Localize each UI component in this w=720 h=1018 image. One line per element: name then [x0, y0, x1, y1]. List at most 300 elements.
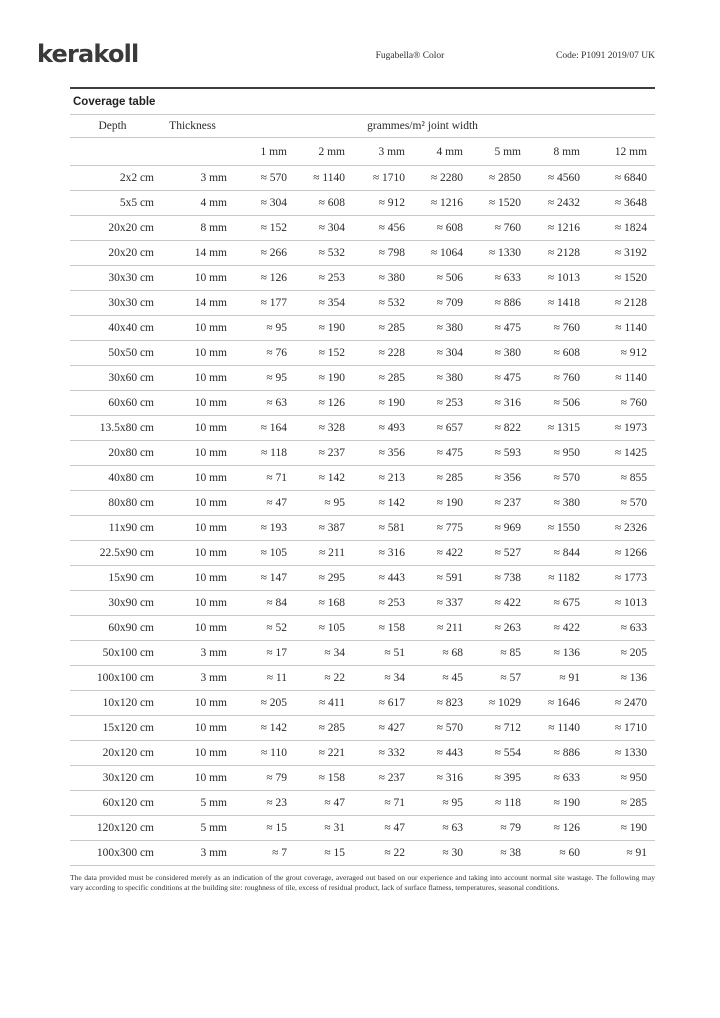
table-row [70, 516, 655, 541]
coverage-value-cell: ≈ 34 [347, 666, 407, 691]
coverage-value-cell: ≈ 591 [407, 566, 465, 591]
coverage-value-cell: ≈ 912 [582, 341, 655, 366]
coverage-value-cell: ≈ 1520 [465, 191, 523, 216]
depth-cell: 13.5x80 cm [70, 416, 155, 441]
table-title: Coverage table [70, 87, 655, 115]
depth-cell: 20x20 cm [70, 216, 155, 241]
joint-width-header: 1 mm [230, 138, 289, 166]
depth-cell: 40x40 cm [70, 316, 155, 341]
coverage-value-cell: ≈ 221 [289, 741, 347, 766]
table-row [70, 616, 655, 641]
thickness-cell: 10 mm [155, 591, 230, 616]
coverage-value-cell: ≈ 493 [347, 416, 407, 441]
coverage-value-cell: ≈ 1266 [582, 541, 655, 566]
coverage-value-cell: ≈ 3192 [582, 241, 655, 266]
coverage-value-cell: ≈ 2128 [582, 291, 655, 316]
coverage-value-cell: ≈ 356 [347, 441, 407, 466]
thickness-cell: 4 mm [155, 191, 230, 216]
thickness-cell: 10 mm [155, 491, 230, 516]
empty-header-cell [70, 138, 155, 166]
coverage-value-cell: ≈ 822 [465, 416, 523, 441]
coverage-value-cell: ≈ 190 [347, 391, 407, 416]
coverage-value-cell: ≈ 71 [230, 466, 289, 491]
document-code: Code: P1091 2019/07 UK [556, 51, 655, 61]
coverage-value-cell: ≈ 63 [230, 391, 289, 416]
coverage-value-cell: ≈ 1710 [347, 166, 407, 191]
table-row [70, 166, 655, 191]
coverage-value-cell: ≈ 1013 [582, 591, 655, 616]
coverage-value-cell: ≈ 1140 [523, 716, 582, 741]
coverage-value-cell: ≈ 411 [289, 691, 347, 716]
coverage-value-cell: ≈ 886 [523, 741, 582, 766]
table-row [70, 591, 655, 616]
coverage-value-cell: ≈ 118 [230, 441, 289, 466]
table-row [70, 191, 655, 216]
depth-cell: 50x50 cm [70, 341, 155, 366]
coverage-value-cell: ≈ 760 [582, 391, 655, 416]
coverage-value-cell: ≈ 1330 [582, 741, 655, 766]
coverage-value-cell: ≈ 2470 [582, 691, 655, 716]
coverage-value-cell: ≈ 15 [230, 816, 289, 841]
coverage-value-cell: ≈ 84 [230, 591, 289, 616]
coverage-value-cell: ≈ 1973 [582, 416, 655, 441]
thickness-cell: 5 mm [155, 816, 230, 841]
coverage-value-cell: ≈ 147 [230, 566, 289, 591]
thickness-cell: 10 mm [155, 616, 230, 641]
coverage-value-cell: ≈ 1550 [523, 516, 582, 541]
thickness-cell: 10 mm [155, 541, 230, 566]
coverage-value-cell: ≈ 1140 [289, 166, 347, 191]
coverage-value-cell: ≈ 332 [347, 741, 407, 766]
coverage-value-cell: ≈ 45 [407, 666, 465, 691]
depth-cell: 2x2 cm [70, 166, 155, 191]
coverage-value-cell: ≈ 3648 [582, 191, 655, 216]
coverage-value-cell: ≈ 1330 [465, 241, 523, 266]
coverage-value-cell: ≈ 17 [230, 641, 289, 666]
coverage-value-cell: ≈ 110 [230, 741, 289, 766]
coverage-value-cell: ≈ 79 [230, 766, 289, 791]
coverage-value-cell: ≈ 237 [289, 441, 347, 466]
coverage-value-cell: ≈ 118 [465, 791, 523, 816]
coverage-value-cell: ≈ 2850 [465, 166, 523, 191]
joint-width-header: 8 mm [523, 138, 582, 166]
table-row [70, 766, 655, 791]
coverage-value-cell: ≈ 633 [582, 616, 655, 641]
coverage-value-cell: ≈ 34 [289, 641, 347, 666]
joint-width-group-header: grammes/m² joint width [230, 115, 655, 138]
depth-cell: 15x90 cm [70, 566, 155, 591]
coverage-table-head [70, 115, 655, 166]
coverage-value-cell: ≈ 475 [407, 441, 465, 466]
coverage-value-cell: ≈ 6840 [582, 166, 655, 191]
table-row [70, 716, 655, 741]
coverage-value-cell: ≈ 570 [523, 466, 582, 491]
coverage-value-cell: ≈ 126 [523, 816, 582, 841]
thickness-cell: 3 mm [155, 166, 230, 191]
depth-cell: 20x80 cm [70, 441, 155, 466]
coverage-value-cell: ≈ 760 [523, 316, 582, 341]
coverage-value-cell: ≈ 193 [230, 516, 289, 541]
coverage-table [70, 115, 655, 866]
table-row [70, 466, 655, 491]
coverage-value-cell: ≈ 237 [347, 766, 407, 791]
coverage-value-cell: ≈ 1140 [582, 316, 655, 341]
joint-width-header: 2 mm [289, 138, 347, 166]
thickness-cell: 10 mm [155, 416, 230, 441]
coverage-value-cell: ≈ 823 [407, 691, 465, 716]
thickness-cell: 10 mm [155, 691, 230, 716]
coverage-value-cell: ≈ 190 [523, 791, 582, 816]
coverage-value-cell: ≈ 237 [465, 491, 523, 516]
coverage-value-cell: ≈ 158 [289, 766, 347, 791]
depth-cell: 120x120 cm [70, 816, 155, 841]
coverage-value-cell: ≈ 2326 [582, 516, 655, 541]
coverage-value-cell: ≈ 253 [289, 266, 347, 291]
coverage-value-cell: ≈ 633 [523, 766, 582, 791]
coverage-value-cell: ≈ 190 [582, 816, 655, 841]
coverage-value-cell: ≈ 675 [523, 591, 582, 616]
coverage-value-cell: ≈ 617 [347, 691, 407, 716]
coverage-value-cell: ≈ 47 [289, 791, 347, 816]
coverage-value-cell: ≈ 387 [289, 516, 347, 541]
table-row [70, 291, 655, 316]
coverage-value-cell: ≈ 712 [465, 716, 523, 741]
coverage-value-cell: ≈ 1520 [582, 266, 655, 291]
coverage-value-cell: ≈ 316 [465, 391, 523, 416]
thickness-cell: 10 mm [155, 441, 230, 466]
coverage-value-cell: ≈ 2128 [523, 241, 582, 266]
kerakoll-logo: kerakoll [37, 40, 139, 68]
coverage-value-cell: ≈ 164 [230, 416, 289, 441]
coverage-value-cell: ≈ 22 [347, 841, 407, 866]
coverage-value-cell: ≈ 295 [289, 566, 347, 591]
coverage-value-cell: ≈ 76 [230, 341, 289, 366]
table-row [70, 841, 655, 866]
header-row-widths [70, 138, 655, 166]
depth-cell: 50x100 cm [70, 641, 155, 666]
coverage-value-cell: ≈ 15 [289, 841, 347, 866]
coverage-value-cell: ≈ 328 [289, 416, 347, 441]
coverage-value-cell: ≈ 380 [407, 316, 465, 341]
depth-cell: 30x120 cm [70, 766, 155, 791]
coverage-value-cell: ≈ 608 [523, 341, 582, 366]
coverage-value-cell: ≈ 1140 [582, 366, 655, 391]
coverage-value-cell: ≈ 253 [347, 591, 407, 616]
thickness-cell: 5 mm [155, 791, 230, 816]
table-row [70, 691, 655, 716]
coverage-value-cell: ≈ 775 [407, 516, 465, 541]
table-row [70, 341, 655, 366]
coverage-value-cell: ≈ 554 [465, 741, 523, 766]
coverage-value-cell: ≈ 912 [347, 191, 407, 216]
coverage-value-cell: ≈ 142 [347, 491, 407, 516]
coverage-value-cell: ≈ 304 [407, 341, 465, 366]
coverage-value-cell: ≈ 886 [465, 291, 523, 316]
coverage-value-cell: ≈ 52 [230, 616, 289, 641]
depth-cell: 20x20 cm [70, 241, 155, 266]
coverage-value-cell: ≈ 95 [289, 491, 347, 516]
coverage-value-cell: ≈ 142 [230, 716, 289, 741]
coverage-value-cell: ≈ 190 [289, 316, 347, 341]
thickness-cell: 14 mm [155, 291, 230, 316]
coverage-value-cell: ≈ 950 [523, 441, 582, 466]
coverage-value-cell: ≈ 316 [347, 541, 407, 566]
coverage-value-cell: ≈ 475 [465, 366, 523, 391]
coverage-value-cell: ≈ 95 [230, 366, 289, 391]
coverage-value-cell: ≈ 380 [347, 266, 407, 291]
coverage-value-cell: ≈ 1773 [582, 566, 655, 591]
thickness-cell: 3 mm [155, 841, 230, 866]
coverage-value-cell: ≈ 844 [523, 541, 582, 566]
coverage-value-cell: ≈ 68 [407, 641, 465, 666]
coverage-value-cell: ≈ 213 [347, 466, 407, 491]
coverage-value-cell: ≈ 1315 [523, 416, 582, 441]
header-row-groups [70, 115, 655, 138]
coverage-value-cell: ≈ 205 [230, 691, 289, 716]
table-row [70, 641, 655, 666]
depth-cell: 30x30 cm [70, 291, 155, 316]
thickness-cell: 10 mm [155, 516, 230, 541]
coverage-value-cell: ≈ 395 [465, 766, 523, 791]
joint-width-header: 3 mm [347, 138, 407, 166]
coverage-value-cell: ≈ 570 [582, 491, 655, 516]
coverage-value-cell: ≈ 633 [465, 266, 523, 291]
thickness-cell: 10 mm [155, 341, 230, 366]
coverage-value-cell: ≈ 285 [407, 466, 465, 491]
table-row [70, 416, 655, 441]
coverage-table-body [70, 166, 655, 866]
product-name: Fugabella® Color [375, 51, 445, 61]
coverage-value-cell: ≈ 63 [407, 816, 465, 841]
coverage-value-cell: ≈ 1646 [523, 691, 582, 716]
coverage-value-cell: ≈ 798 [347, 241, 407, 266]
depth-cell: 60x120 cm [70, 791, 155, 816]
coverage-value-cell: ≈ 443 [347, 566, 407, 591]
coverage-value-cell: ≈ 304 [289, 216, 347, 241]
coverage-value-cell: ≈ 760 [523, 366, 582, 391]
coverage-value-cell: ≈ 152 [289, 341, 347, 366]
thickness-cell: 10 mm [155, 391, 230, 416]
coverage-value-cell: ≈ 855 [582, 466, 655, 491]
thickness-cell: 8 mm [155, 216, 230, 241]
coverage-value-cell: ≈ 1182 [523, 566, 582, 591]
coverage-value-cell: ≈ 38 [465, 841, 523, 866]
coverage-value-cell: ≈ 950 [582, 766, 655, 791]
table-row [70, 541, 655, 566]
coverage-value-cell: ≈ 738 [465, 566, 523, 591]
coverage-value-cell: ≈ 1710 [582, 716, 655, 741]
coverage-value-cell: ≈ 30 [407, 841, 465, 866]
depth-cell: 30x90 cm [70, 591, 155, 616]
coverage-value-cell: ≈ 1216 [407, 191, 465, 216]
coverage-value-cell: ≈ 337 [407, 591, 465, 616]
depth-cell: 100x100 cm [70, 666, 155, 691]
coverage-value-cell: ≈ 168 [289, 591, 347, 616]
depth-cell: 22.5x90 cm [70, 541, 155, 566]
coverage-value-cell: ≈ 31 [289, 816, 347, 841]
coverage-value-cell: ≈ 190 [407, 491, 465, 516]
coverage-value-cell: ≈ 105 [230, 541, 289, 566]
coverage-value-cell: ≈ 1824 [582, 216, 655, 241]
coverage-value-cell: ≈ 570 [407, 716, 465, 741]
coverage-value-cell: ≈ 532 [289, 241, 347, 266]
coverage-value-cell: ≈ 205 [582, 641, 655, 666]
coverage-value-cell: ≈ 570 [230, 166, 289, 191]
coverage-value-cell: ≈ 657 [407, 416, 465, 441]
coverage-value-cell: ≈ 456 [347, 216, 407, 241]
coverage-value-cell: ≈ 422 [523, 616, 582, 641]
depth-cell: 20x120 cm [70, 741, 155, 766]
depth-cell: 30x30 cm [70, 266, 155, 291]
content-area [70, 87, 655, 893]
depth-cell: 15x120 cm [70, 716, 155, 741]
depth-cell: 11x90 cm [70, 516, 155, 541]
coverage-value-cell: ≈ 1418 [523, 291, 582, 316]
coverage-value-cell: ≈ 1029 [465, 691, 523, 716]
coverage-value-cell: ≈ 380 [465, 341, 523, 366]
depth-cell: 40x80 cm [70, 466, 155, 491]
coverage-value-cell: ≈ 593 [465, 441, 523, 466]
coverage-value-cell: ≈ 126 [230, 266, 289, 291]
coverage-value-cell: ≈ 51 [347, 641, 407, 666]
coverage-value-cell: ≈ 152 [230, 216, 289, 241]
coverage-value-cell: ≈ 1216 [523, 216, 582, 241]
coverage-value-cell: ≈ 158 [347, 616, 407, 641]
table-row [70, 241, 655, 266]
table-row [70, 216, 655, 241]
table-row [70, 316, 655, 341]
coverage-value-cell: ≈ 532 [347, 291, 407, 316]
coverage-value-cell: ≈ 506 [407, 266, 465, 291]
coverage-value-cell: ≈ 1013 [523, 266, 582, 291]
coverage-value-cell: ≈ 71 [347, 791, 407, 816]
table-row [70, 266, 655, 291]
table-row [70, 666, 655, 691]
coverage-value-cell: ≈ 228 [347, 341, 407, 366]
coverage-value-cell: ≈ 422 [407, 541, 465, 566]
coverage-value-cell: ≈ 136 [523, 641, 582, 666]
coverage-value-cell: ≈ 380 [407, 366, 465, 391]
coverage-value-cell: ≈ 354 [289, 291, 347, 316]
coverage-value-cell: ≈ 22 [289, 666, 347, 691]
thickness-cell: 14 mm [155, 241, 230, 266]
thickness-cell: 3 mm [155, 666, 230, 691]
depth-cell: 10x120 cm [70, 691, 155, 716]
depth-cell: 5x5 cm [70, 191, 155, 216]
coverage-value-cell: ≈ 91 [523, 666, 582, 691]
coverage-value-cell: ≈ 581 [347, 516, 407, 541]
coverage-value-cell: ≈ 60 [523, 841, 582, 866]
coverage-value-cell: ≈ 7 [230, 841, 289, 866]
coverage-value-cell: ≈ 285 [347, 316, 407, 341]
coverage-value-cell: ≈ 427 [347, 716, 407, 741]
table-row [70, 391, 655, 416]
joint-width-header: 4 mm [407, 138, 465, 166]
coverage-value-cell: ≈ 105 [289, 616, 347, 641]
coverage-value-cell: ≈ 527 [465, 541, 523, 566]
table-row [70, 741, 655, 766]
coverage-value-cell: ≈ 316 [407, 766, 465, 791]
thickness-cell: 10 mm [155, 266, 230, 291]
thickness-cell: 10 mm [155, 766, 230, 791]
coverage-value-cell: ≈ 285 [347, 366, 407, 391]
coverage-value-cell: ≈ 79 [465, 816, 523, 841]
coverage-value-cell: ≈ 85 [465, 641, 523, 666]
depth-cell: 60x90 cm [70, 616, 155, 641]
coverage-value-cell: ≈ 177 [230, 291, 289, 316]
table-row [70, 816, 655, 841]
joint-width-header: 5 mm [465, 138, 523, 166]
coverage-value-cell: ≈ 95 [407, 791, 465, 816]
coverage-value-cell: ≈ 211 [407, 616, 465, 641]
coverage-value-cell: ≈ 1425 [582, 441, 655, 466]
coverage-value-cell: ≈ 304 [230, 191, 289, 216]
footnote: The data provided must be considered merely as an indication of the grout coverage, averaged out based on our experience and taking into account normal site wastage. The following may vary according to specific conditions at the building site: roughness of tile, excess of residual product, lack of surface flatness, temperatures, seasonal conditions. [70, 873, 655, 892]
coverage-value-cell: ≈ 263 [465, 616, 523, 641]
thickness-cell: 10 mm [155, 566, 230, 591]
coverage-value-cell: ≈ 11 [230, 666, 289, 691]
table-row [70, 441, 655, 466]
coverage-value-cell: ≈ 285 [289, 716, 347, 741]
thickness-cell: 10 mm [155, 466, 230, 491]
empty-header-cell [155, 138, 230, 166]
coverage-value-cell: ≈ 608 [289, 191, 347, 216]
coverage-value-cell: ≈ 380 [523, 491, 582, 516]
coverage-value-cell: ≈ 443 [407, 741, 465, 766]
coverage-value-cell: ≈ 126 [289, 391, 347, 416]
thickness-cell: 3 mm [155, 641, 230, 666]
joint-width-header: 12 mm [582, 138, 655, 166]
coverage-value-cell: ≈ 285 [582, 791, 655, 816]
coverage-value-cell: ≈ 47 [347, 816, 407, 841]
coverage-value-cell: ≈ 91 [582, 841, 655, 866]
coverage-value-cell: ≈ 422 [465, 591, 523, 616]
depth-cell: 80x80 cm [70, 491, 155, 516]
depth-cell: 30x60 cm [70, 366, 155, 391]
coverage-value-cell: ≈ 709 [407, 291, 465, 316]
coverage-value-cell: ≈ 190 [289, 366, 347, 391]
coverage-value-cell: ≈ 253 [407, 391, 465, 416]
coverage-value-cell: ≈ 2432 [523, 191, 582, 216]
depth-cell: 100x300 cm [70, 841, 155, 866]
coverage-value-cell: ≈ 969 [465, 516, 523, 541]
thickness-cell: 10 mm [155, 716, 230, 741]
coverage-value-cell: ≈ 2280 [407, 166, 465, 191]
coverage-value-cell: ≈ 47 [230, 491, 289, 516]
coverage-value-cell: ≈ 4560 [523, 166, 582, 191]
coverage-value-cell: ≈ 23 [230, 791, 289, 816]
table-row [70, 791, 655, 816]
coverage-value-cell: ≈ 266 [230, 241, 289, 266]
coverage-value-cell: ≈ 211 [289, 541, 347, 566]
depth-cell: 60x60 cm [70, 391, 155, 416]
coverage-value-cell: ≈ 608 [407, 216, 465, 241]
thickness-cell: 10 mm [155, 741, 230, 766]
table-row [70, 491, 655, 516]
coverage-value-cell: ≈ 95 [230, 316, 289, 341]
thickness-cell: 10 mm [155, 366, 230, 391]
table-row [70, 366, 655, 391]
table-row [70, 566, 655, 591]
coverage-value-cell: ≈ 760 [465, 216, 523, 241]
coverage-value-cell: ≈ 475 [465, 316, 523, 341]
depth-column-header: Depth [70, 115, 155, 138]
coverage-value-cell: ≈ 1064 [407, 241, 465, 266]
thickness-cell: 10 mm [155, 316, 230, 341]
coverage-value-cell: ≈ 136 [582, 666, 655, 691]
coverage-value-cell: ≈ 506 [523, 391, 582, 416]
coverage-value-cell: ≈ 142 [289, 466, 347, 491]
